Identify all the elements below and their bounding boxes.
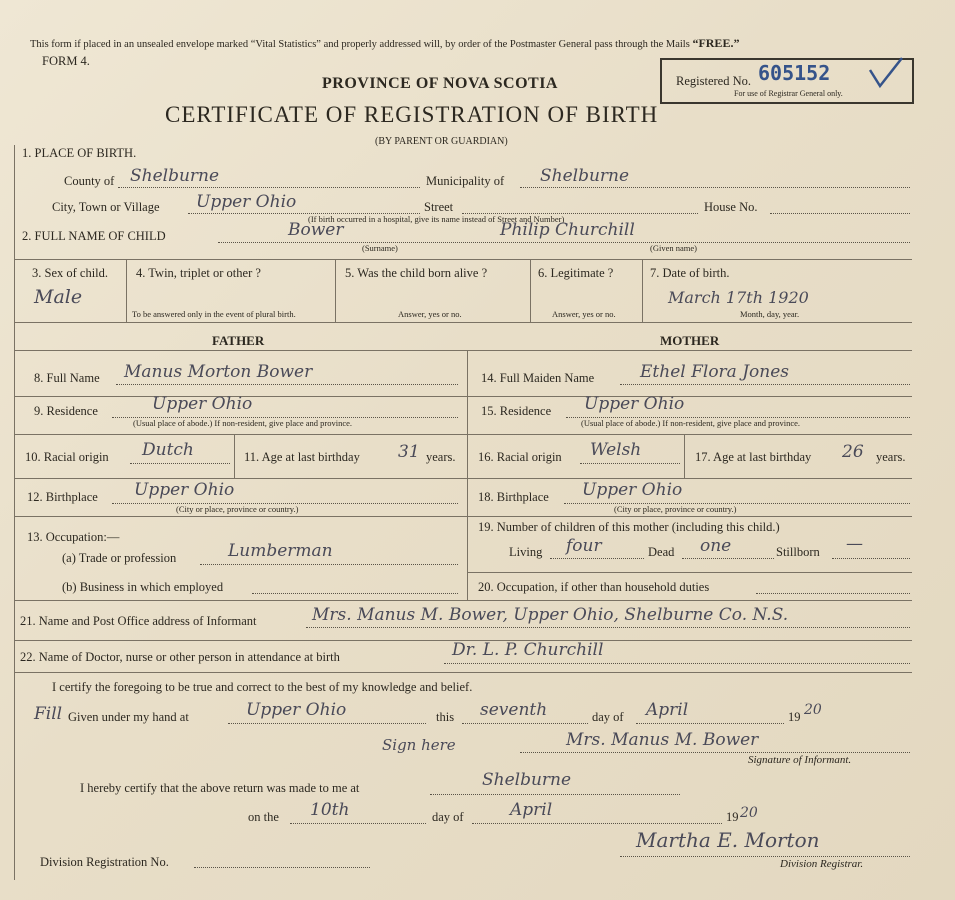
col-divider [126,259,127,322]
mother-bp-note: (City or place, province or country.) [614,504,737,514]
reg-year-value: 20 [740,805,758,821]
given-place-line [228,723,426,724]
mother-racial-line [580,463,680,464]
city-label: City, Town or Village [52,200,160,214]
county-line [118,187,420,188]
informant-line [306,627,910,628]
trade-line [200,564,458,565]
row-divider [467,478,912,479]
municipality-value: Shelburne [540,166,630,186]
row-divider [14,259,912,260]
col-divider [530,259,531,322]
mother-age-value: 26 [842,442,864,462]
house-label: House No. [704,200,758,214]
legitimate-label: 6. Legitimate ? [538,266,614,280]
stillborn-value: — [846,534,863,554]
day-of-label: day of [592,710,624,724]
year-prefix: 19 [788,710,801,724]
certify-statement: I certify the foregoing to be true and correct to the best of my knowledge and belief. [52,680,473,694]
sex-value: Male [34,286,83,308]
father-heading: FATHER [212,333,265,348]
page-title: CERTIFICATE OF REGISTRATION OF BIRTH [165,102,659,127]
center-divider [467,350,468,600]
registered-number: 605152 [758,61,831,85]
informant-label: 21. Name and Post Office address of Informant [20,614,257,628]
child-name-line [218,242,910,243]
mother-name-line [620,384,910,385]
father-racial-line [130,463,230,464]
father-res-note: (Usual place of abode.) If non-resident, give place and province. [133,418,353,428]
month-value: April [646,700,689,720]
municipality-line [520,187,910,188]
division-reg-line [194,867,370,868]
stillborn-label: Stillborn [776,545,820,559]
father-name-line [116,384,458,385]
surname-value: Bower [288,220,344,240]
father-racial-value: Dutch [142,440,194,460]
division-reg-no-label: Division Registration No. [40,855,169,869]
registered-note: For use of Registrar General only. [734,89,843,98]
mail-notice: This form if placed in an unsealed envelope marked “Vital Statistics” and properly addressed will, by order of the Postmaster General pass through the Mails “FREE.” [30,36,740,50]
registrar-caption: Division Registrar. [780,858,864,870]
city-value: Upper Ohio [196,192,297,212]
business-line [252,593,458,594]
father-occ-label: 13. Occupation:— [27,530,120,544]
row-divider [467,396,912,397]
father-res-value: Upper Ohio [152,394,253,414]
registrar-statement: I hereby certify that the above return was made to me at [80,781,360,795]
dob-value: March 17th 1920 [668,288,809,307]
sex-label: 3. Sex of child. [32,266,109,280]
place-heading: 1. PLACE OF BIRTH. [22,146,137,160]
father-age-label: 11. Age at last birthday [244,450,360,464]
form-number: FORM 4. [42,54,90,68]
given-label: Given under my hand at [68,710,189,724]
mother-name-value: Ethel Flora Jones [640,362,790,382]
signature-caption: Signature of Informant. [748,754,852,766]
mother-res-value: Upper Ohio [584,394,685,414]
row-divider [467,434,912,435]
living-label: Living [509,545,543,559]
doctor-value: Dr. L. P. Churchill [452,640,604,660]
col-divider [684,434,685,478]
registrar-place-value: Shelburne [482,770,572,790]
day-of-label-2: day of [432,810,464,824]
subtitle: (BY PARENT OR GUARDIAN) [375,136,508,147]
row-divider [14,350,912,351]
month-line [636,723,784,724]
col-divider [642,259,643,322]
stillborn-line [832,558,910,559]
trade-value: Lumberman [228,541,333,561]
business-label: (b) Business in which employed [62,580,224,594]
reg-day-line [290,823,426,824]
reg-year-prefix: 19 [726,810,739,824]
trade-label: (a) Trade or profession [62,551,177,565]
county-value: Shelburne [130,166,220,186]
twin-label: 4. Twin, triplet or other ? [136,266,261,280]
row-divider [14,322,912,323]
dead-value: one [700,536,732,556]
father-name-value: Manus Morton Bower [124,362,313,382]
informant-value: Mrs. Manus M. Bower, Upper Ohio, Shelburne Co. N.S. [312,605,789,625]
alive-note: Answer, yes or no. [398,309,462,319]
col-divider [234,434,235,478]
row-divider [14,672,912,673]
mother-res-note: (Usual place of abode.) If non-resident, give place and province. [581,418,801,428]
father-name-label: 8. Full Name [34,371,100,385]
father-res-label: 9. Residence [34,404,98,418]
twin-note: To be answered only in the event of plural birth. [132,309,296,319]
day-value: seventh [480,700,548,720]
checkmark-icon [866,56,906,90]
reg-month-line [472,823,722,824]
dob-label: 7. Date of birth. [650,266,730,280]
on-the-label: on the [248,810,279,824]
reg-month-value: April [510,800,553,820]
signature-line [520,752,910,753]
row-divider [467,572,912,573]
children-label: 19. Number of children of this mother (including this child.) [478,520,780,534]
sign-here-note: Sign here [382,736,456,754]
doctor-label: 22. Name of Doctor, nurse or other person in attendance at birth [20,650,340,664]
mother-bp-label: 18. Birthplace [478,490,549,504]
mother-age-label: 17. Age at last birthday [695,450,812,464]
row-divider [467,516,912,517]
street-note: (If birth occurred in a hospital, give its name instead of Street and Number) [308,214,565,224]
mother-occ-label: 20. Occupation, if other than household duties [478,580,710,594]
alive-label: 5. Was the child born alive ? [345,266,488,280]
dead-line [682,558,774,559]
registrar-signature: Martha E. Morton [636,828,820,852]
street-label: Street [424,200,454,214]
left-border [14,145,15,880]
mother-res-label: 15. Residence [481,404,552,418]
surname-note: (Surname) [362,243,398,253]
registered-box [660,58,914,104]
registrar-place-line [430,794,680,795]
mother-racial-value: Welsh [590,440,642,460]
row-divider [14,434,467,435]
father-bp-note: (City or place, province or country.) [176,504,299,514]
informant-signature: Mrs. Manus M. Bower [566,730,759,750]
father-years: years. [426,450,456,464]
given-note: (Given name) [650,243,697,253]
registrar-sig-line [620,856,910,857]
father-bp-value: Upper Ohio [134,480,235,500]
mother-occ-line [756,593,910,594]
dob-note: Month, day, year. [740,309,800,319]
given-place-value: Upper Ohio [246,700,347,720]
living-line [550,558,644,559]
col-divider [335,259,336,322]
mother-name-label: 14. Full Maiden Name [481,371,595,385]
father-bp-label: 12. Birthplace [27,490,98,504]
father-racial-label: 10. Racial origin [25,450,109,464]
given-name-value: Philip Churchill [500,220,635,240]
child-name-label: 2. FULL NAME OF CHILD [22,229,166,243]
father-age-value: 31 [398,442,420,462]
row-divider [14,516,467,517]
living-value: four [566,536,602,556]
dead-label: Dead [648,545,675,559]
county-label: County of [64,174,115,188]
municipality-label: Municipality of [426,174,505,188]
doctor-line [444,663,910,664]
row-divider [14,478,467,479]
mother-racial-label: 16. Racial origin [478,450,562,464]
year-value: 20 [804,702,822,718]
this-label: this [436,710,455,724]
mother-heading: MOTHER [660,333,720,348]
house-line [770,213,910,214]
day-line [462,723,588,724]
margin-note: Fill [34,704,63,724]
province-title: PROVINCE OF NOVA SCOTIA [322,75,558,92]
reg-day-value: 10th [310,800,350,820]
row-divider [14,600,912,601]
legitimate-note: Answer, yes or no. [552,309,616,319]
registered-label: Registered No. [676,74,751,88]
mother-bp-value: Upper Ohio [582,480,683,500]
mother-years: years. [876,450,906,464]
